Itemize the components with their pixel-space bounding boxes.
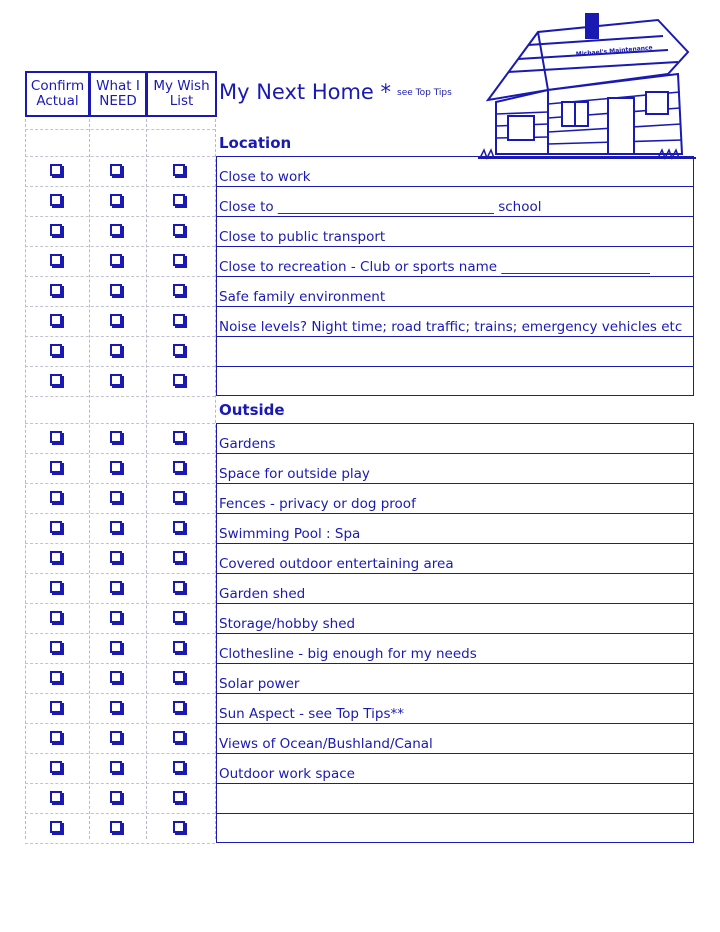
checklist-item-label: Gardens (219, 436, 276, 452)
what-i-need-checkbox[interactable] (110, 164, 122, 176)
wish-list-checkbox[interactable] (173, 701, 185, 713)
confirm-actual-checkbox[interactable] (50, 164, 62, 176)
section-heading: Location (219, 134, 292, 152)
checklist-item-label: Close to ________________________________ school (219, 199, 542, 215)
checklist-item-label: Close to recreation - Club or sports name ______________________ (219, 259, 650, 275)
house-sign: Michael's Maintenance (575, 44, 653, 58)
confirm-actual-checkbox[interactable] (50, 701, 62, 713)
what-i-need-checkbox[interactable] (110, 461, 122, 473)
wish-list-checkbox[interactable] (173, 431, 185, 443)
checklist-item-label: Safe family environment (219, 289, 386, 305)
page-title (219, 80, 452, 104)
wish-list-checkbox[interactable] (173, 611, 185, 623)
checklist-item-label: Solar power (219, 676, 300, 692)
checklist-item-label: Swimming Pool : Spa (219, 526, 361, 542)
wish-list-checkbox[interactable] (173, 284, 185, 296)
confirm-actual-checkbox[interactable] (50, 284, 62, 296)
confirm-actual-checkbox[interactable] (50, 791, 62, 803)
wish-list-checkbox[interactable] (173, 314, 185, 326)
checklist-row[interactable] (216, 573, 694, 603)
what-i-need-checkbox[interactable] (110, 701, 122, 713)
what-i-need-checkbox[interactable] (110, 821, 122, 833)
confirm-actual-checkbox[interactable] (50, 731, 62, 743)
wish-list-checkbox[interactable] (173, 521, 185, 533)
confirm-actual-checkbox[interactable] (50, 581, 62, 593)
what-i-need-checkbox[interactable] (110, 194, 122, 206)
confirm-actual-checkbox[interactable] (50, 344, 62, 356)
confirm-actual-checkbox[interactable] (50, 224, 62, 236)
confirm-actual-checkbox[interactable] (50, 314, 62, 326)
what-i-need-checkbox[interactable] (110, 551, 122, 563)
wish-list-checkbox[interactable] (173, 551, 185, 563)
confirm-actual-checkbox[interactable] (50, 254, 62, 266)
what-i-need-checkbox[interactable] (110, 731, 122, 743)
wish-list-checkbox[interactable] (173, 344, 185, 356)
checklist-item-label: Space for outside play (219, 466, 370, 482)
what-i-need-checkbox[interactable] (110, 671, 122, 683)
confirm-actual-checkbox[interactable] (50, 611, 62, 623)
checklist-row[interactable] (216, 663, 694, 693)
checklist-row[interactable] (216, 753, 694, 783)
wish-list-checkbox[interactable] (173, 671, 185, 683)
wish-list-checkbox[interactable] (173, 791, 185, 803)
confirm-actual-checkbox[interactable] (50, 551, 62, 563)
wish-list-checkbox[interactable] (173, 224, 185, 236)
confirm-actual-checkbox[interactable] (50, 641, 62, 653)
what-i-need-checkbox[interactable] (110, 224, 122, 236)
checklist-row[interactable] (216, 336, 694, 366)
wish-list-checkbox[interactable] (173, 731, 185, 743)
what-i-need-checkbox[interactable] (110, 314, 122, 326)
what-i-need-checkbox[interactable] (110, 581, 122, 593)
header-my-wish-list: My Wish List (146, 71, 217, 117)
checklist-row[interactable] (216, 783, 694, 813)
checklist-item-label: Covered outdoor entertaining area (219, 556, 454, 572)
wish-list-checkbox[interactable] (173, 761, 185, 773)
what-i-need-checkbox[interactable] (110, 431, 122, 443)
wish-list-checkbox[interactable] (173, 164, 185, 176)
wish-list-checkbox[interactable] (173, 641, 185, 653)
what-i-need-checkbox[interactable] (110, 374, 122, 386)
checklist-row[interactable] (216, 693, 694, 723)
checklist-item-label: Storage/hobby shed (219, 616, 356, 632)
wish-list-checkbox[interactable] (173, 821, 185, 833)
confirm-actual-checkbox[interactable] (50, 194, 62, 206)
checklist-item-label: Close to public transport (219, 229, 386, 245)
checklist-item-label: Views of Ocean/Bushland/Canal (219, 736, 433, 752)
confirm-actual-checkbox[interactable] (50, 491, 62, 503)
checklist-row[interactable] (216, 186, 694, 216)
confirm-actual-checkbox[interactable] (50, 521, 62, 533)
confirm-actual-checkbox[interactable] (50, 431, 62, 443)
wish-list-checkbox[interactable] (173, 461, 185, 473)
wish-list-checkbox[interactable] (173, 491, 185, 503)
checklist-row[interactable] (216, 603, 694, 633)
page-title-text: My Next Home * (219, 80, 392, 104)
what-i-need-checkbox[interactable] (110, 344, 122, 356)
checklist-row[interactable] (216, 453, 694, 483)
what-i-need-checkbox[interactable] (110, 491, 122, 503)
header-what-i-need: What I NEED (89, 71, 147, 117)
what-i-need-checkbox[interactable] (110, 284, 122, 296)
checklist-row[interactable] (216, 543, 694, 573)
checklist-item-label: Outdoor work space (219, 766, 355, 782)
checklist-row[interactable] (216, 216, 694, 246)
checklist-row[interactable] (216, 156, 694, 186)
checklist-item-label: Fences - privacy or dog proof (219, 496, 416, 512)
what-i-need-checkbox[interactable] (110, 641, 122, 653)
wish-list-checkbox[interactable] (173, 581, 185, 593)
confirm-actual-checkbox[interactable] (50, 761, 62, 773)
checklist-row[interactable] (216, 813, 694, 843)
checklist-row[interactable] (216, 483, 694, 513)
what-i-need-checkbox[interactable] (110, 791, 122, 803)
checklist-row[interactable] (216, 723, 694, 753)
wish-list-checkbox[interactable] (173, 194, 185, 206)
what-i-need-checkbox[interactable] (110, 611, 122, 623)
what-i-need-checkbox[interactable] (110, 521, 122, 533)
checklist-item-label: Sun Aspect - see Top Tips** (219, 706, 404, 722)
wish-list-checkbox[interactable] (173, 254, 185, 266)
log-cabin-illustration (478, 12, 698, 160)
checklist-row[interactable] (216, 306, 694, 336)
section-heading: Outside (219, 401, 285, 419)
checklist-row[interactable] (216, 513, 694, 543)
checklist-row[interactable] (216, 633, 694, 663)
wish-list-checkbox[interactable] (173, 374, 185, 386)
checklist-row[interactable] (216, 423, 694, 453)
confirm-actual-checkbox[interactable] (50, 671, 62, 683)
checklist-row[interactable] (216, 366, 694, 396)
checklist-item-label: Garden shed (219, 586, 306, 602)
title-note: see Top Tips (397, 88, 452, 98)
confirm-actual-checkbox[interactable] (50, 821, 62, 833)
checklist-item-label: Close to work (219, 169, 311, 185)
checklist-item-label: Noise levels? Night time; road traffic; trains; emergency vehicles etc (219, 319, 683, 335)
header-confirm-actual: Confirm Actual (25, 71, 90, 117)
what-i-need-checkbox[interactable] (110, 761, 122, 773)
confirm-actual-checkbox[interactable] (50, 374, 62, 386)
what-i-need-checkbox[interactable] (110, 254, 122, 266)
checklist-item-label: Clothesline - big enough for my needs (219, 646, 477, 662)
confirm-actual-checkbox[interactable] (50, 461, 62, 473)
checklist-row[interactable] (216, 246, 694, 276)
checklist-row[interactable] (216, 276, 694, 306)
